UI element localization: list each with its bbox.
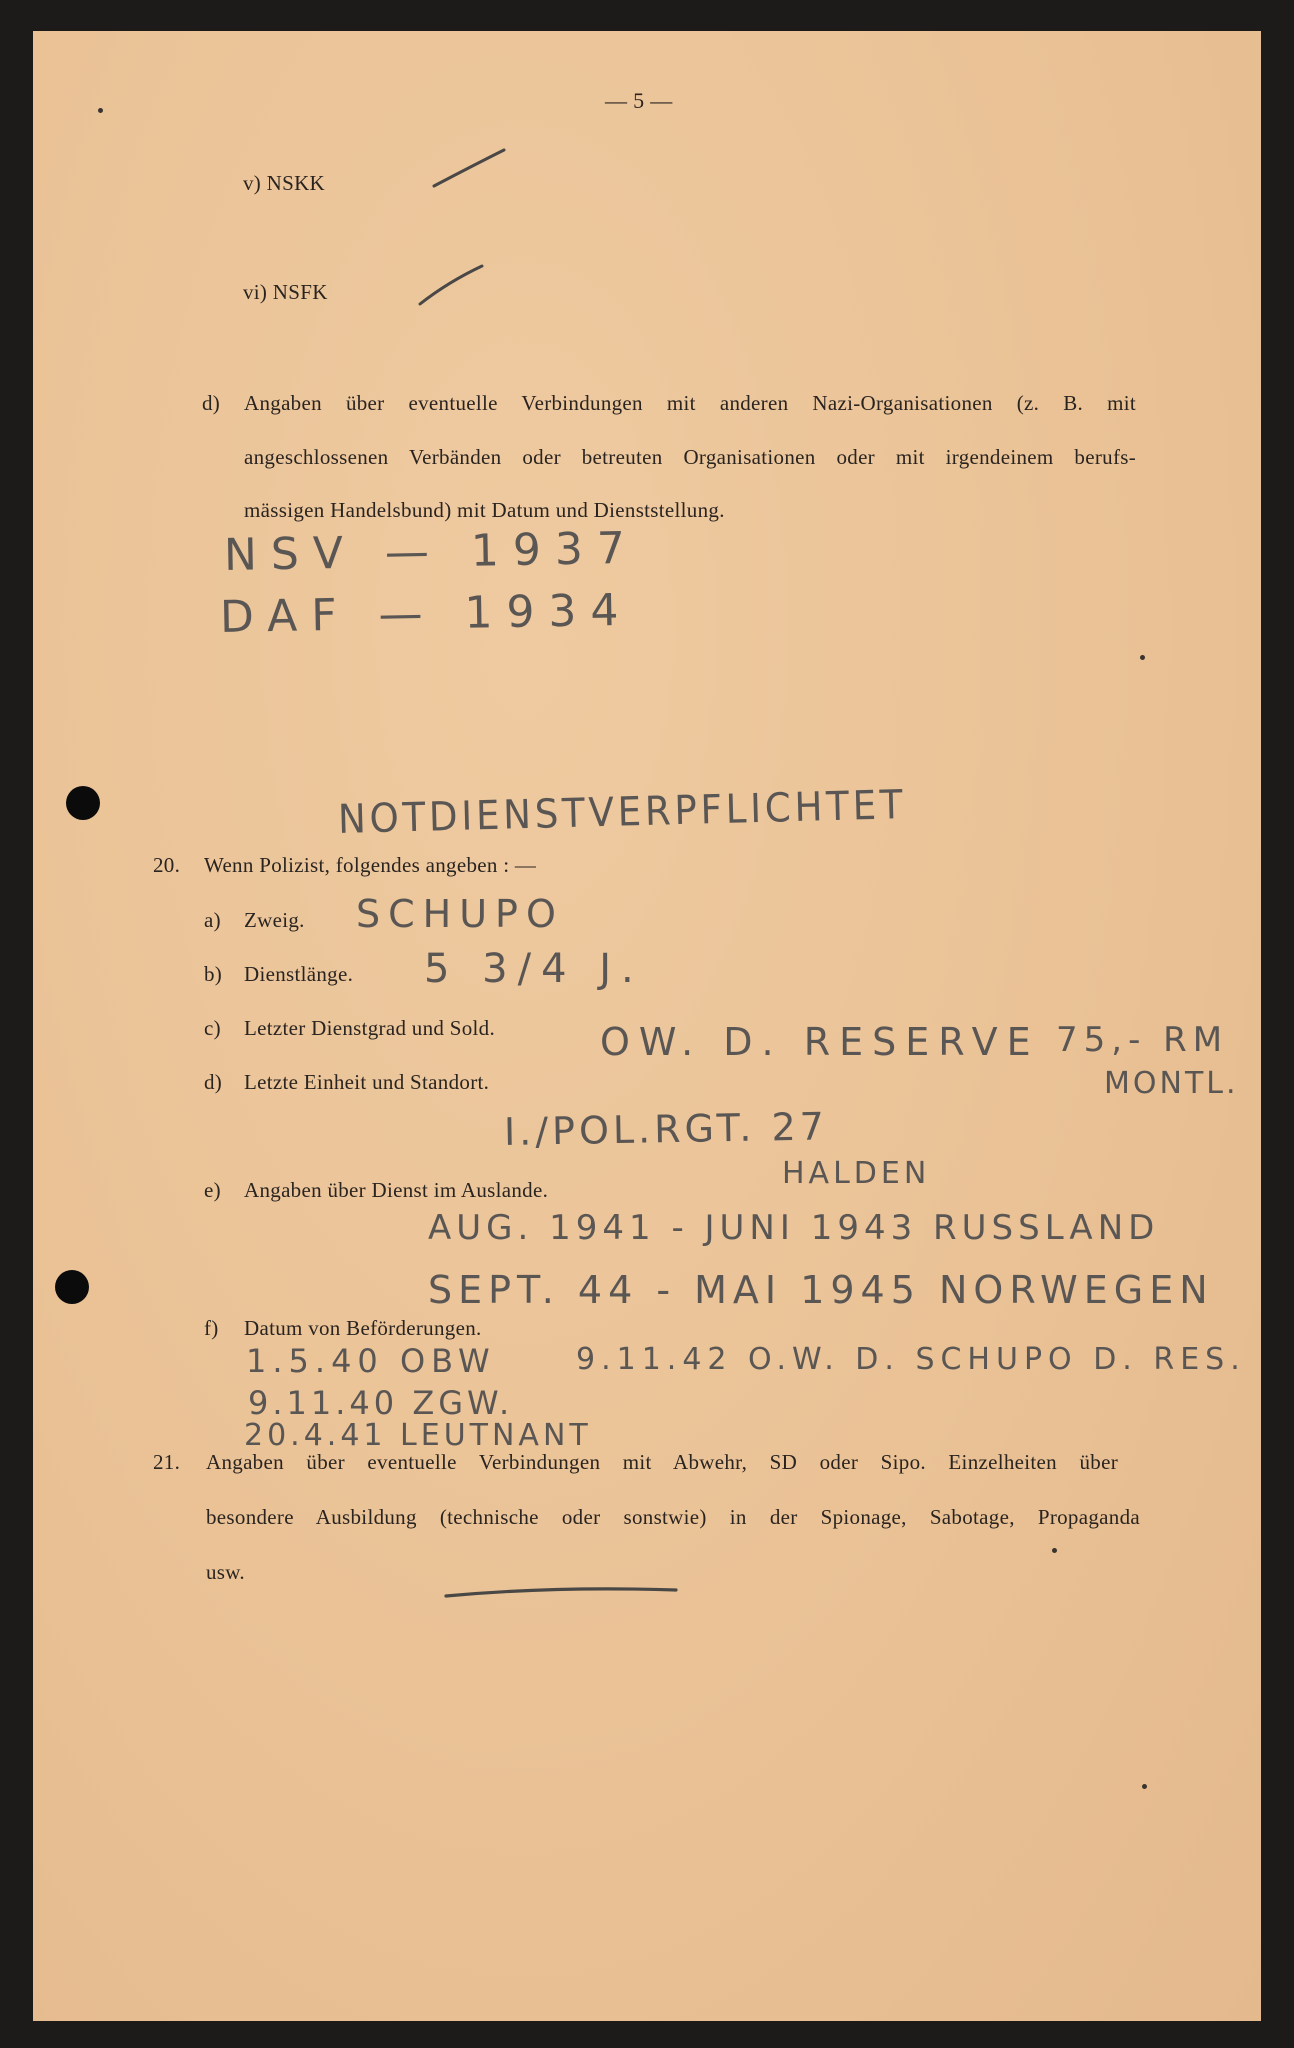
punch-hole-top: [66, 786, 100, 820]
q20-b-label: Dienstlänge.: [244, 962, 354, 986]
q20-a-label: Zweig.: [244, 908, 305, 932]
answer-befoerderung-3: 9.11.40 ZGW.: [248, 1384, 514, 1422]
item-d-line1: Angaben über eventuelle Verbindungen mit anderen Nazi-Organisationen (z. B. mit: [244, 391, 1136, 415]
speck: [98, 108, 103, 113]
item-d-marker: d): [202, 391, 221, 415]
item-vi-nsfk: vi) NSFK: [243, 280, 328, 304]
punch-hole-bottom: [55, 1270, 89, 1304]
answer-befoerderung-4: 20.4.41 LEUTNANT: [244, 1418, 592, 1453]
speck: [1142, 1784, 1147, 1789]
answer-befoerderung-1: 1.5.40 OBW: [246, 1342, 496, 1380]
answer-dienstgrad: OW. D. RESERVE: [600, 1020, 1040, 1064]
q21-line1: Angaben über eventuelle Verbindungen mit Abwehr, SD oder Sipo. Einzelheiten über: [206, 1450, 1118, 1474]
q20-a-marker: a): [204, 908, 221, 932]
answer-einheit: I./POL.RGT. 27: [503, 1104, 829, 1154]
item-v-nskk: v) NSKK: [243, 171, 326, 195]
answer-standort: HALDEN: [782, 1156, 931, 1191]
q20-f-label: Datum von Beförderungen.: [244, 1316, 482, 1340]
q21-number: 21.: [153, 1450, 181, 1474]
q20-e-label: Angaben über Dienst im Auslande.: [244, 1178, 549, 1202]
q20-f-marker: f): [204, 1316, 219, 1340]
answer-sold-unit: MONTL.: [1104, 1066, 1239, 1101]
strike-line-q21: [444, 1584, 684, 1604]
q21-line2: besondere Ausbildung (technische oder sonstwie) in der Spionage, Sabotage, Propaganda: [206, 1505, 1140, 1529]
q20-number: 20.: [153, 853, 181, 877]
q20-e-marker: e): [204, 1178, 221, 1202]
q21-line3: usw.: [206, 1560, 245, 1584]
q20-c-marker: c): [204, 1016, 221, 1040]
q20-title: Wenn Polizist, folgendes angeben : —: [204, 853, 537, 877]
speck: [1140, 655, 1145, 660]
answer-sold: 75,- RM: [1056, 1020, 1229, 1060]
item-d-line3: mässigen Handelsbund) mit Datum und Dienststellung.: [244, 498, 725, 522]
page-number: — 5 —: [605, 88, 673, 113]
speck: [1052, 1548, 1057, 1553]
strike-mark-vi: [418, 262, 498, 312]
strike-mark-v: [432, 148, 512, 198]
answer-zweig: SCHUPO: [356, 892, 564, 936]
answer-dienstlaenge: 5 3/4 J.: [424, 946, 644, 992]
q20-b-marker: b): [204, 962, 223, 986]
answer-ausland-2: SEPT. 44 - MAI 1945 NORWEGEN: [428, 1268, 1214, 1312]
handwritten-daf: DAF — 1934: [219, 584, 633, 643]
q20-c-label: Letzter Dienstgrad und Sold.: [244, 1016, 496, 1040]
q20-d-label: Letzte Einheit und Standort.: [244, 1070, 490, 1094]
handwritten-notdienst: NOTDIENSTVERPFLICHTET: [337, 782, 907, 843]
q20-d-marker: d): [204, 1070, 223, 1094]
handwritten-nsv: NSV — 1937: [223, 522, 640, 581]
answer-befoerderung-2: 9.11.42 O.W. D. SCHUPO D. RES.: [576, 1342, 1246, 1377]
item-d-line2: angeschlossenen Verbänden oder betreuten Organisationen oder mit irgendeinem berufs-: [244, 445, 1136, 469]
answer-ausland-1: AUG. 1941 - JUNI 1943 RUSSLAND: [428, 1208, 1160, 1248]
